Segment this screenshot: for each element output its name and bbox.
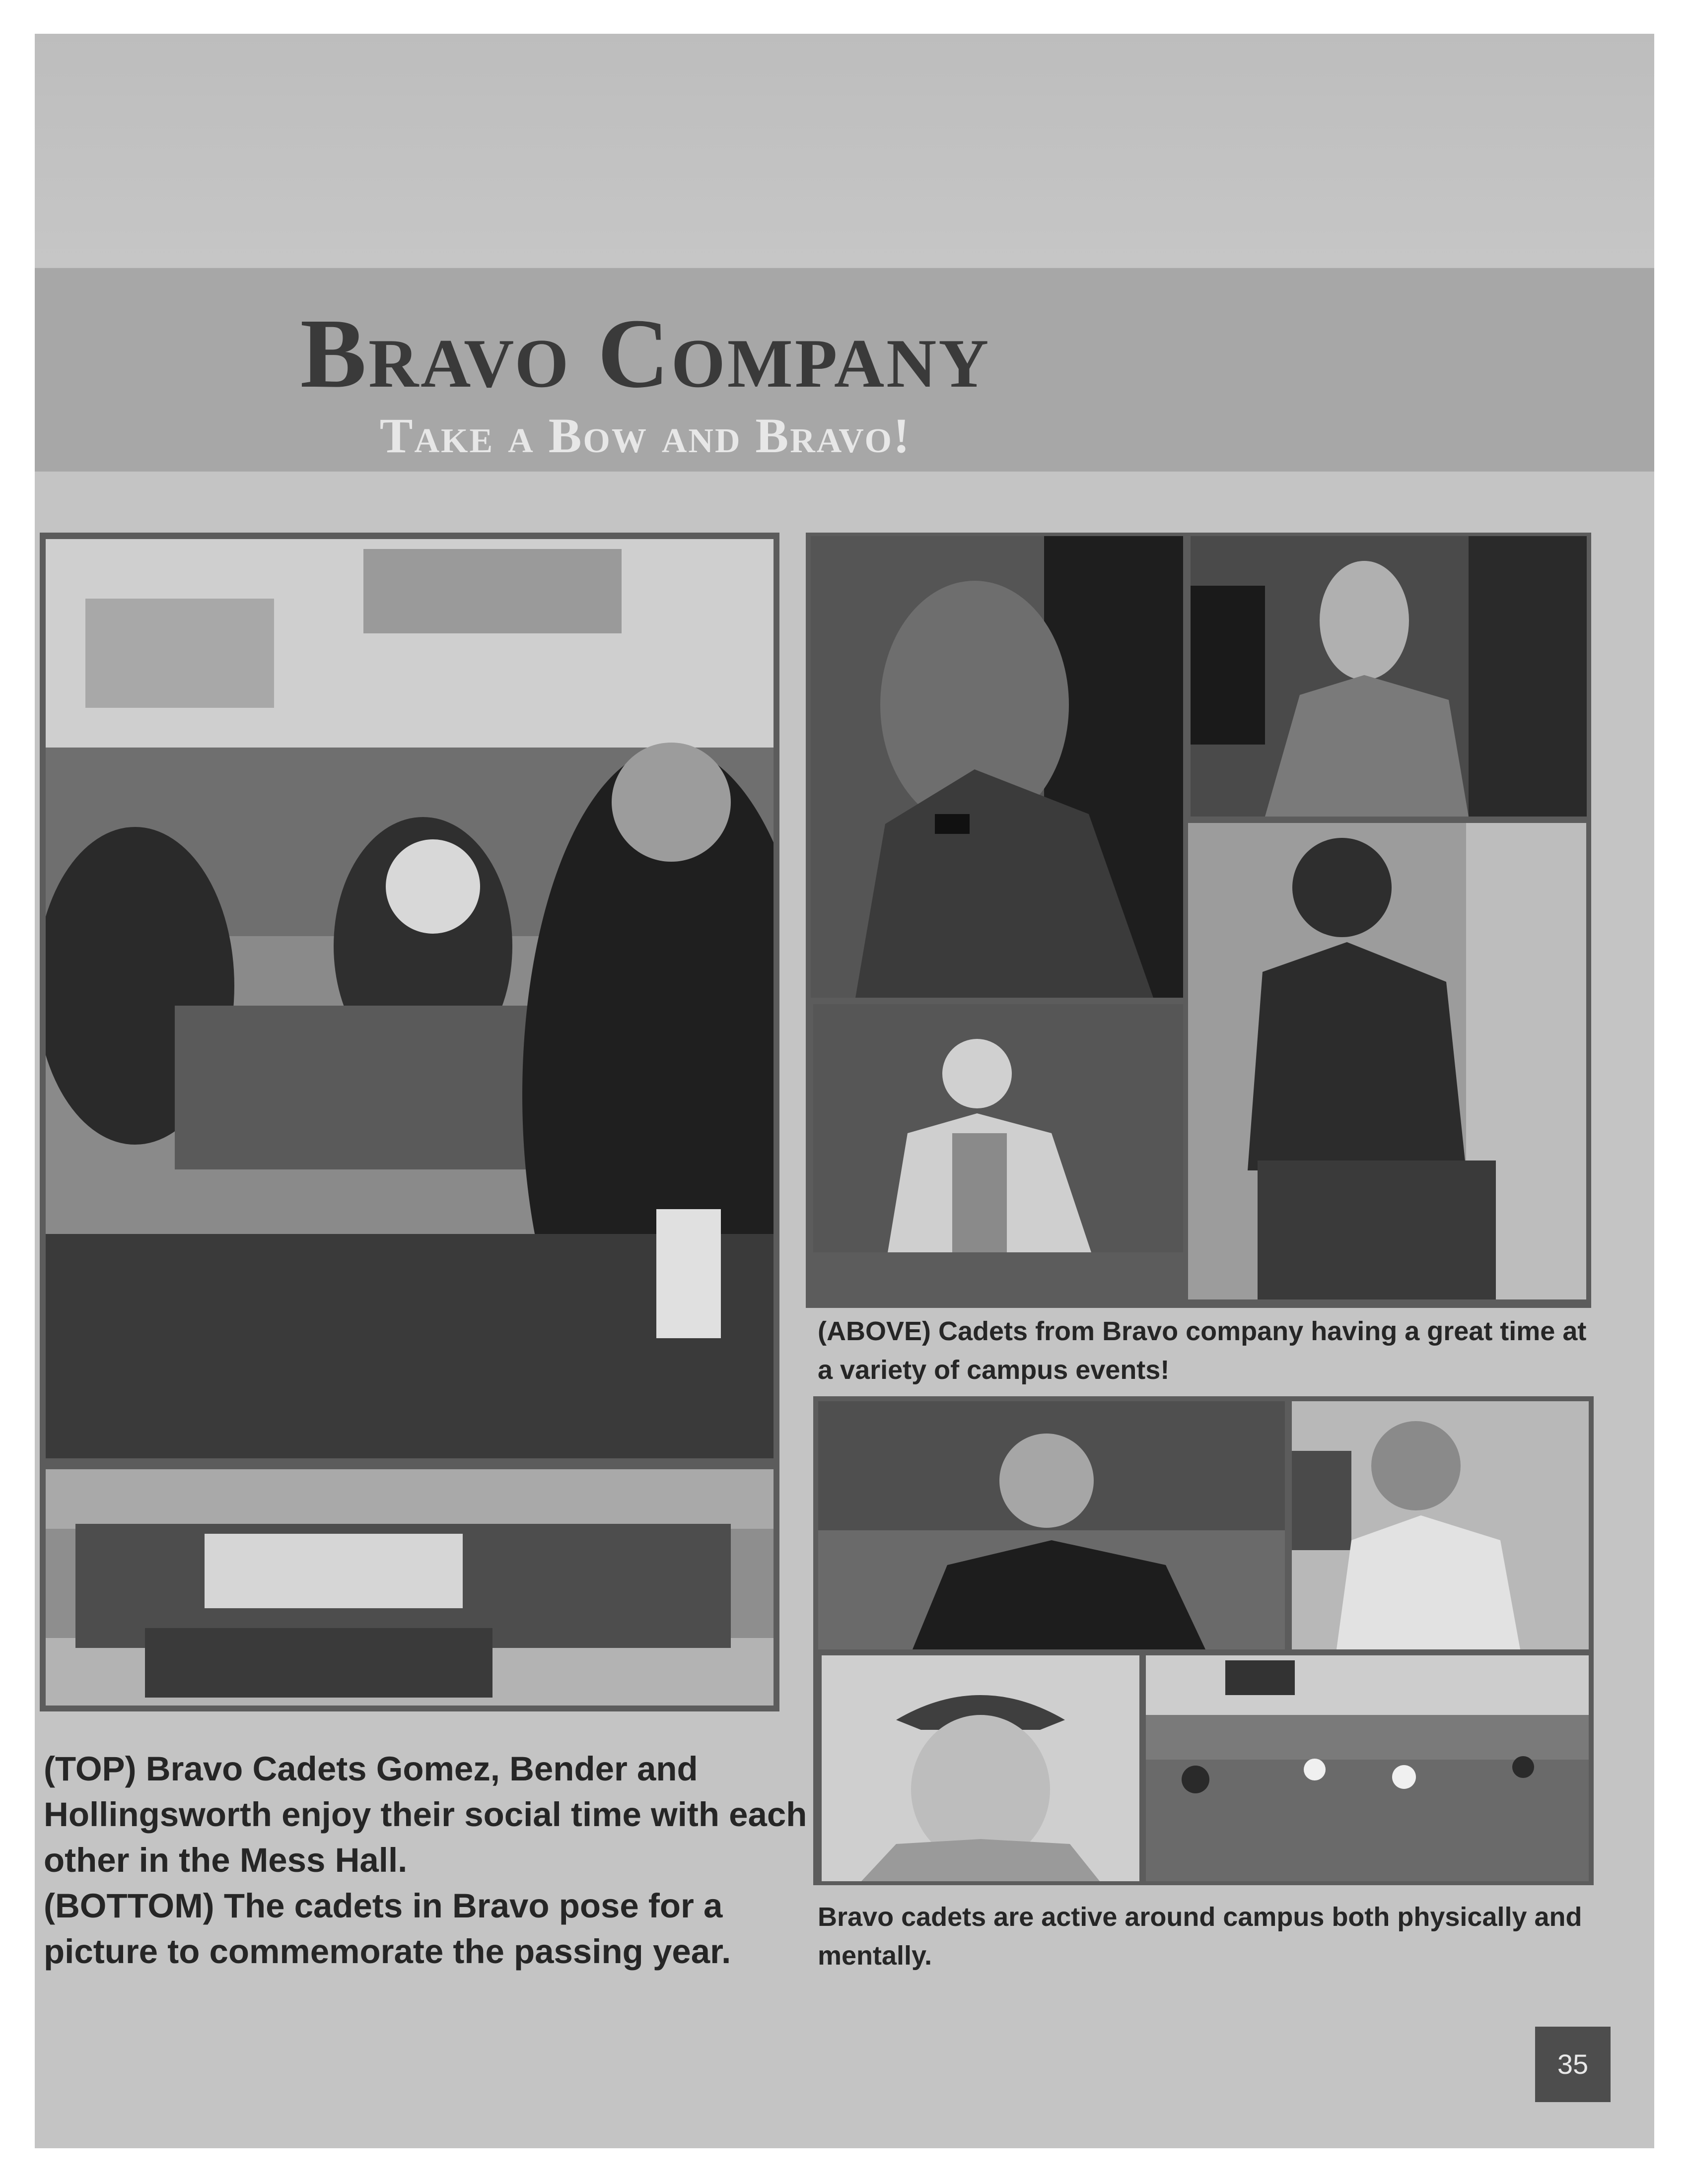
young-cadet-photo [822, 1655, 1139, 1881]
page-subtitle: Take a Bow and Bravo! [379, 408, 912, 463]
stage-performer-photo [813, 1004, 1183, 1252]
group-photo-caption: (BOTTOM) The cadets in Bravo pose for a picture to commemorate the passing year. [44, 1887, 731, 1971]
cadet-portrait-photo [811, 536, 1183, 998]
smiling-cadet-photo [818, 1401, 1285, 1649]
activities-caption: Bravo cadets are active around campus both physically and mentally. [818, 1902, 1582, 1971]
page-number: 35 [1535, 2027, 1611, 2102]
laughing-cadet-photo [1292, 1401, 1589, 1649]
above-caption: (ABOVE) Cadets from Bravo company having a great time at a variety of campus events! [818, 1316, 1587, 1385]
seated-cadet-photo [1188, 823, 1586, 1299]
page-top-shade [35, 34, 1654, 267]
page-title: Bravo Company [300, 299, 991, 409]
mess-hall-photo [46, 539, 774, 1458]
soccer-game-photo [1146, 1655, 1589, 1881]
group-photo [46, 1469, 774, 1706]
mess-hall-caption: (TOP) Bravo Cadets Gomez, Bender and Hollingsworth enjoy their social time with each other in the Mess Hall. [44, 1750, 807, 1879]
yearbook-page [35, 34, 1654, 2148]
saxophone-player-photo [1191, 536, 1587, 817]
